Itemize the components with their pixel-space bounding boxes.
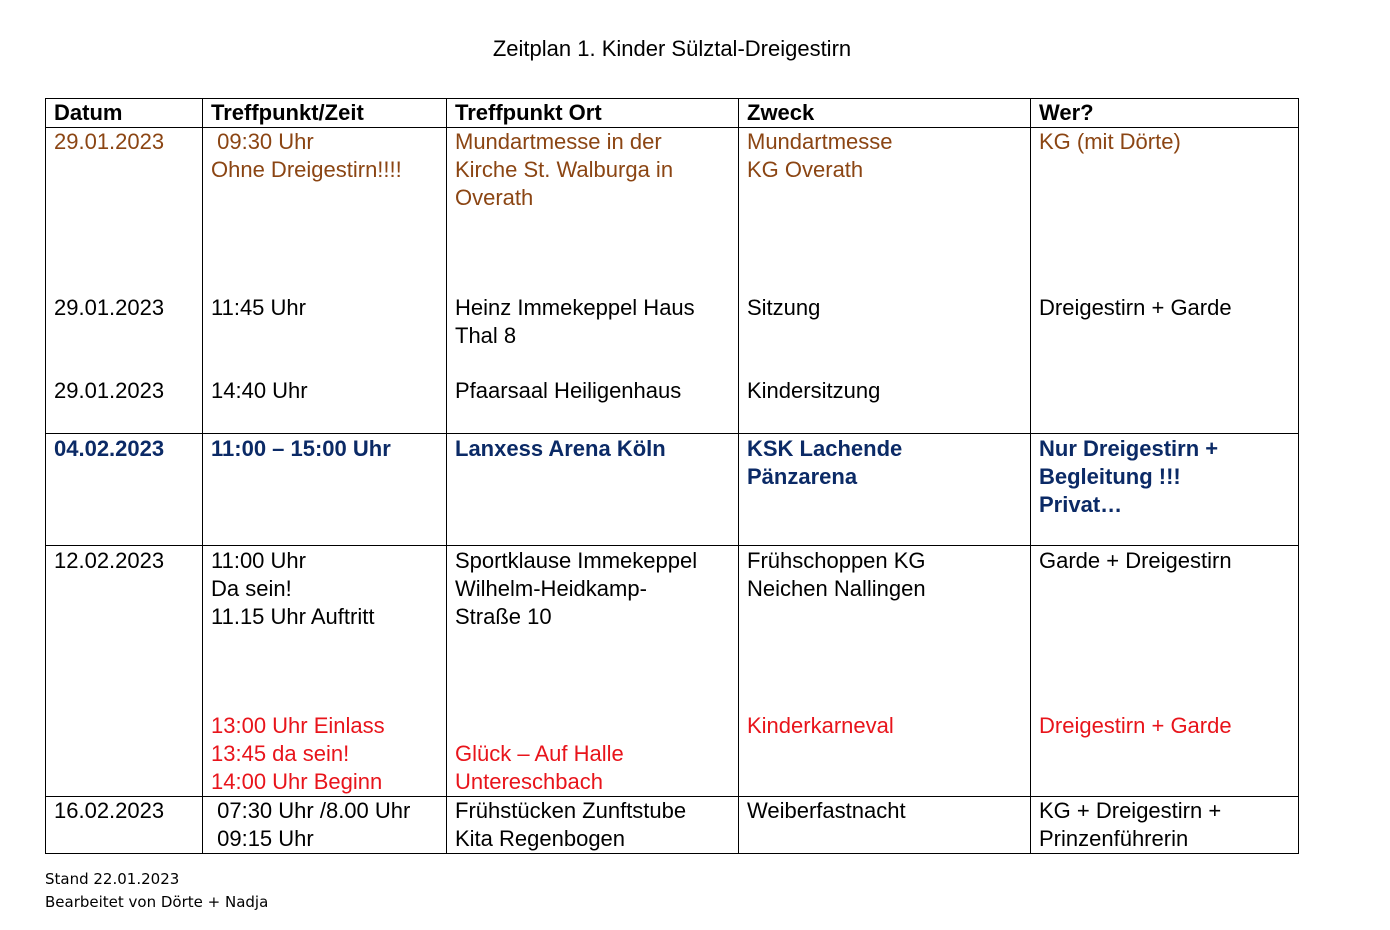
cell-ort: Heinz Immekeppel Haus Thal 8 (447, 294, 739, 377)
cell-zweck: Kindersitzung (739, 377, 1031, 434)
cell-zweck: Sitzung (739, 294, 1031, 377)
cell-wer: Dreigestirn + Garde (1031, 294, 1299, 377)
cell-datum: 29.01.2023 (46, 377, 203, 434)
header-zweck: Zweck (739, 99, 1031, 128)
table-header-row (46, 99, 1299, 128)
cell-ort: Glück – Auf Halle Untereschbach (447, 712, 739, 797)
cell-zweck: Frühschoppen KG Neichen Nallingen (739, 546, 1031, 712)
cell-zeit: 07:30 Uhr /8.00 Uhr 09:15 Uhr (203, 796, 447, 853)
cell-wer: KG + Dreigestirn + Prinzenführerin (1031, 796, 1299, 853)
cell-datum: 04.02.2023 (46, 434, 203, 546)
cell-datum: 16.02.2023 (46, 796, 203, 853)
cell-datum (46, 712, 203, 797)
table-row (46, 377, 1299, 434)
cell-zweck: Kinderkarneval (739, 712, 1031, 797)
table-row (46, 796, 1299, 853)
header-zeit: Treffpunkt/Zeit (203, 99, 447, 128)
cell-ort: Lanxess Arena Köln (447, 434, 739, 546)
table-row (46, 294, 1299, 377)
cell-zeit: 14:40 Uhr (203, 377, 447, 434)
cell-wer: Garde + Dreigestirn (1031, 546, 1299, 712)
cell-zweck: Mundartmesse KG Overath (739, 128, 1031, 294)
cell-ort: Pfaarsaal Heiligenhaus (447, 377, 739, 434)
cell-zeit: 09:30 Uhr Ohne Dreigestirn!!!! (203, 128, 447, 294)
cell-ort: Sportklause Immekeppel Wilhelm-Heidkamp- Straße 10 (447, 546, 739, 712)
cell-ort: Mundartmesse in der Kirche St. Walburga in Overath (447, 128, 739, 294)
table-row (46, 546, 1299, 712)
cell-wer: Dreigestirn + Garde (1031, 712, 1299, 797)
cell-wer (1031, 377, 1299, 434)
cell-datum: 12.02.2023 (46, 546, 203, 712)
cell-zweck: KSK Lachende Pänzarena (739, 434, 1031, 546)
cell-zeit: 11:45 Uhr (203, 294, 447, 377)
table-row (46, 434, 1299, 546)
cell-zweck: Weiberfastnacht (739, 796, 1031, 853)
table-row (46, 712, 1299, 797)
header-wer: Wer? (1031, 99, 1299, 128)
cell-wer: Nur Dreigestirn + Begleitung !!! Privat… (1031, 434, 1299, 546)
cell-wer: KG (mit Dörte) (1031, 128, 1299, 294)
cell-zeit: 13:00 Uhr Einlass 13:45 da sein! 14:00 Uhr Beginn (203, 712, 447, 797)
header-ort: Treffpunkt Ort (447, 99, 739, 128)
footer-bearbeitet: Bearbeitet von Dörte + Nadja (45, 893, 269, 911)
table-row (46, 128, 1299, 294)
cell-datum: 29.01.2023 (46, 128, 203, 294)
cell-ort: Frühstücken Zunftstube Kita Regenbogen (447, 796, 739, 853)
cell-zeit: 11:00 Uhr Da sein! 11.15 Uhr Auftritt (203, 546, 447, 712)
header-datum: Datum (46, 99, 203, 128)
page-title: Zeitplan 1. Kinder Sülztal-Dreigestirn (492, 36, 852, 61)
footer (45, 868, 268, 914)
cell-datum: 29.01.2023 (46, 294, 203, 377)
footer-stand: Stand 22.01.2023 (45, 870, 180, 888)
cell-zeit: 11:00 – 15:00 Uhr (203, 434, 447, 546)
schedule-table (45, 98, 1299, 854)
